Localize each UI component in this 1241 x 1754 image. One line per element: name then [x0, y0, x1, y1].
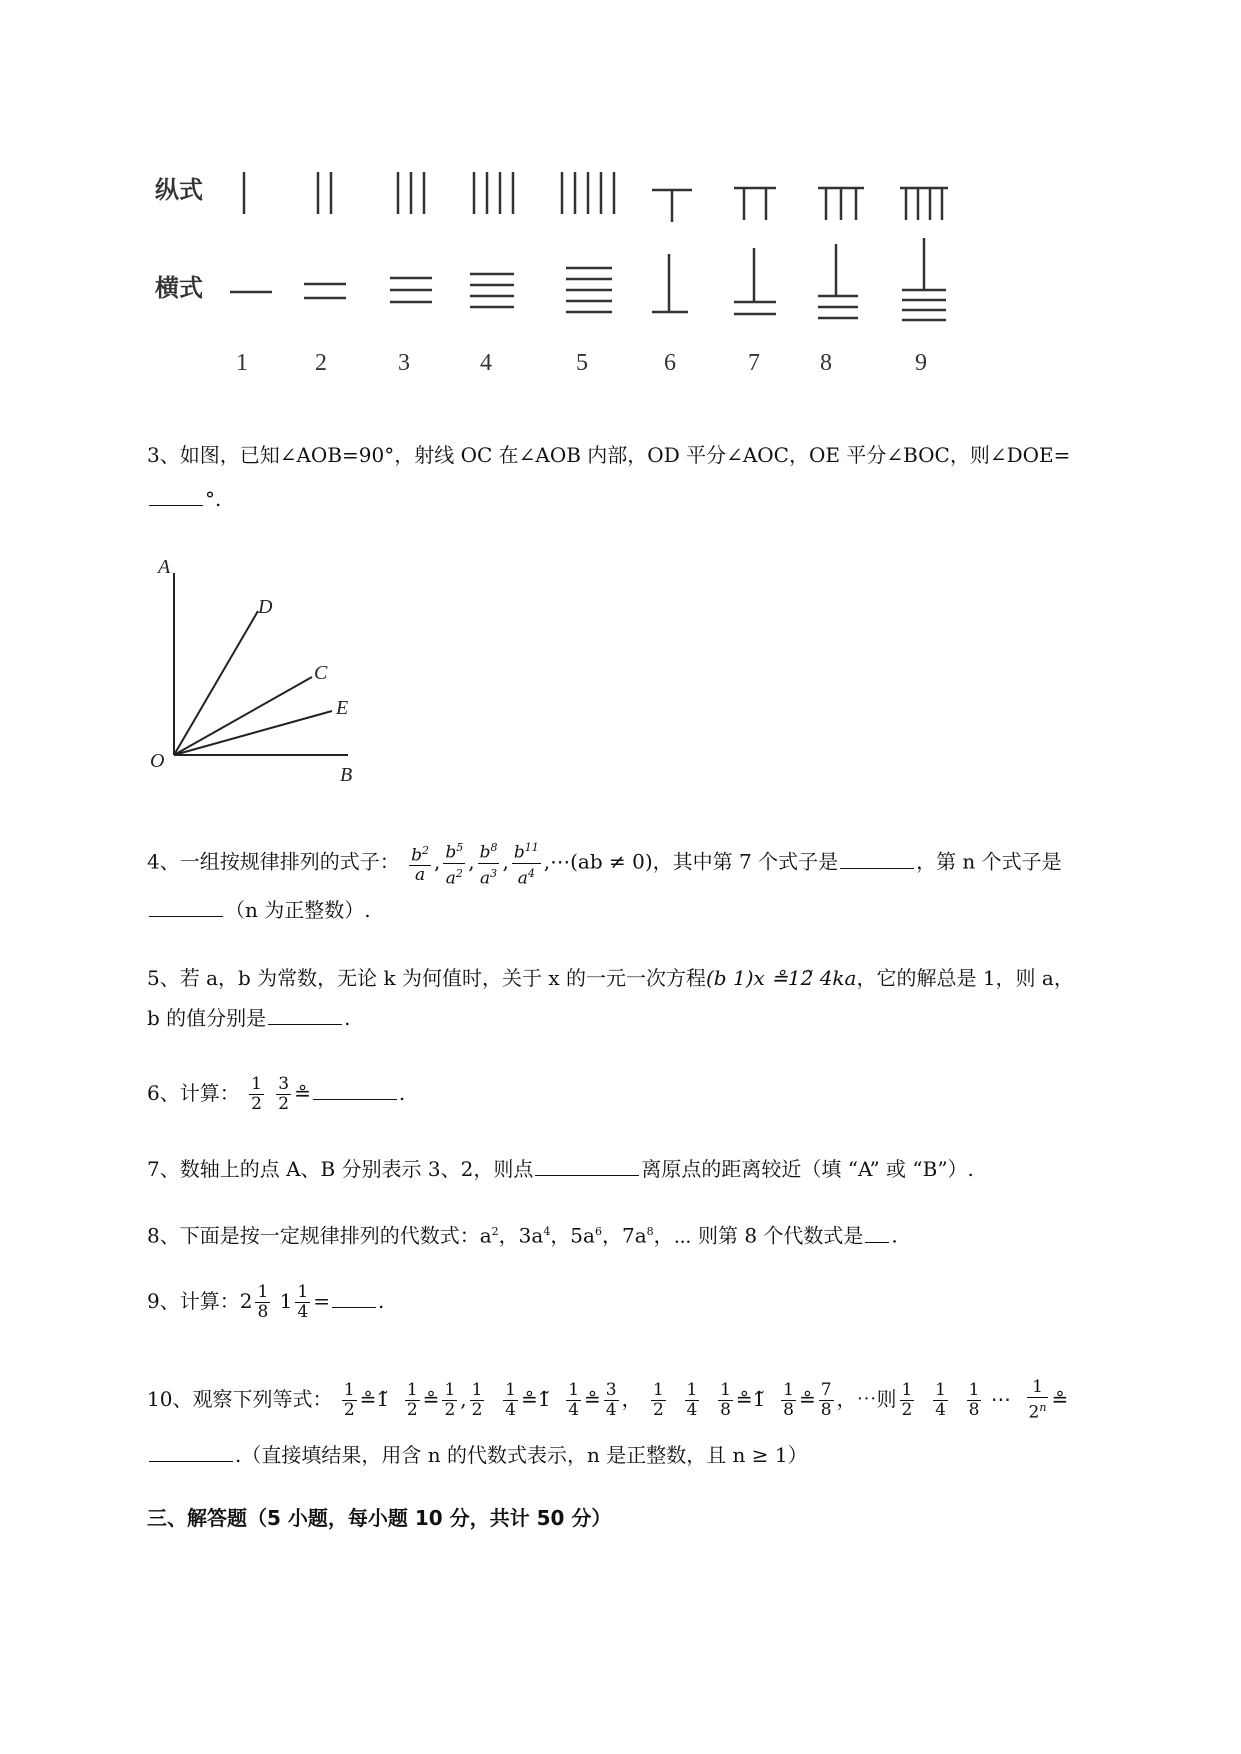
fraction: $\frac{1}{2}$: [471, 1379, 483, 1420]
fraction: $\frac{b^{11}}{a^4}$: [512, 838, 541, 888]
horizontal-form-label: 横式: [155, 274, 203, 302]
question-8: 8、下面是按一定规律排列的代数式：$a^2$，$3a^4$，$5a^6$，$7a^8$，⋯ 则第 8 个代数式是 .: [147, 1223, 898, 1248]
question-7: 7、数轴上的点 A、B 分别表示 3、2，则点 离原点的距离较近（填 “A” 或 “B”）.: [147, 1157, 974, 1181]
digit-label: 2: [315, 350, 327, 376]
fraction: $\frac{1}{8}$: [968, 1379, 980, 1420]
digit-label: 1: [236, 350, 248, 376]
fraction: $\frac{3}{2}$: [278, 1074, 290, 1114]
point-label-b: B: [340, 764, 353, 786]
ray-od: [174, 611, 258, 755]
digit-label: 7: [748, 350, 760, 376]
digit-label: 6: [664, 350, 676, 376]
answer-blank: [865, 1224, 889, 1243]
horizontal-rod-7: [734, 248, 776, 314]
fraction: $\frac{1}{8}$: [257, 1282, 269, 1322]
equation: (b 1)x ≗12̃ 4ka: [706, 966, 857, 990]
answer-blank: [840, 850, 914, 869]
point-label-a: A: [158, 556, 171, 578]
question-3-line-1: 3、如图，已知∠AOB=90°，射线 OC 在∠AOB 内部，OD 平分∠AOC，OE 平分∠BOC，则∠DOE=: [147, 443, 1071, 467]
vertical-rod-2: [318, 172, 331, 214]
vertical-form-label: 纵式: [155, 176, 203, 204]
fraction: $\frac{1}{2}$: [251, 1074, 262, 1114]
horizontal-rod-9: [902, 238, 946, 320]
fraction: $\frac{1}{4}$: [686, 1379, 698, 1420]
rod-numeral-chart: [0, 0, 1241, 400]
digit-label: 9: [915, 350, 927, 376]
fraction: $\frac{b^2}{a}$: [409, 841, 431, 886]
point-label-o: O: [150, 750, 165, 772]
question-5-line-2: b 的值分别是 .: [147, 1006, 351, 1030]
horizontal-rod-3: [390, 278, 432, 302]
answer-blank: [313, 1081, 397, 1100]
vertical-rod-4: [474, 172, 513, 214]
horizontal-rod-2: [304, 284, 346, 298]
horizontal-rod-6: [652, 254, 688, 312]
fraction: $\frac{1}{8}$: [720, 1379, 731, 1420]
section-3-heading: 三、解答题（5 小题，每小题 10 分，共计 50 分）: [147, 1506, 612, 1530]
vertical-rod-9: [900, 188, 948, 220]
horizontal-rod-4: [470, 274, 514, 307]
answer-blank: [149, 487, 203, 506]
horizontal-rod-8: [818, 244, 858, 318]
angle-figure: [140, 555, 380, 795]
answer-blank: [535, 1157, 639, 1176]
question-10-line-2: .（直接填结果，用含 n 的代数式表示，n 是正整数，且 n ≥ 1）: [147, 1440, 808, 1470]
fraction: $\frac{b^8}{a^3}$: [478, 838, 500, 888]
fraction: $\frac{1}{4}$: [297, 1282, 309, 1322]
fraction: $\frac{7}{8}$: [820, 1379, 832, 1420]
point-label-e: E: [336, 697, 349, 719]
fraction: $\frac{1}{8}$: [783, 1379, 794, 1420]
fraction: $\frac{1}{2}$: [406, 1379, 418, 1420]
horizontal-rod-5: [566, 268, 612, 312]
question-4-line-2: （n 为正整数）.: [147, 895, 371, 925]
fraction: $\frac{3}{4}$: [605, 1379, 617, 1420]
question-5-line-1: 5、若 a，b 为常数，无论 k 为何值时，关于 x 的一元一次方程(b 1)x ≗12̃ 4ka，它的解总是 1，则 a，: [147, 966, 1074, 990]
vertical-rod-3: [398, 172, 424, 214]
fraction: $\frac{b^5}{a^2}$: [443, 838, 465, 888]
ray-oc: [174, 677, 312, 755]
answer-blank: [332, 1289, 376, 1308]
rod-numeral-drawing: [0, 0, 1241, 400]
digit-label: 8: [820, 350, 832, 376]
fraction: $\frac{1}{2^n}$: [1028, 1377, 1047, 1423]
digit-label: 5: [576, 350, 588, 376]
fraction: $\frac{1}{2}$: [901, 1379, 913, 1420]
fraction: $\frac{1}{4}$: [505, 1379, 516, 1420]
point-label-d: D: [258, 596, 273, 618]
answer-blank: [268, 1006, 342, 1025]
answer-blank: [149, 1443, 233, 1462]
question-4-line-1: 4、一组按规律排列的式子： $\frac{b^2}{a}$ , $\frac{b^5}{a^2}$ , $\frac{b^8}{a^3}$ , $\frac{b^{11}}{a^4}$ ,⋯(ab ≠ 0)，其中第 7 个式子是 ，第 n 个式子是: [147, 838, 1062, 888]
point-label-c: C: [314, 662, 328, 684]
question-6: 6、计算： $\frac{1}{2}$ $\frac{3}{2}$ ≗ .: [147, 1074, 406, 1114]
question-9: 9、计算：2 $\frac{1}{8}$ 1 $\frac{1}{4}$ = .: [147, 1282, 385, 1322]
digit-label: 4: [480, 350, 492, 376]
vertical-rod-7: [734, 188, 776, 220]
vertical-rod-6: [652, 190, 692, 222]
fraction: $\frac{1}{4}$: [568, 1379, 580, 1420]
fraction: $\frac{1}{4}$: [935, 1379, 946, 1420]
ray-oe: [174, 711, 332, 755]
fraction: $\frac{1}{2}$: [652, 1379, 664, 1420]
fraction: $\frac{1}{2}$: [343, 1379, 355, 1420]
fraction: $\frac{1}{2}$: [444, 1379, 456, 1420]
question-3-line-2: °.: [147, 484, 221, 514]
vertical-rod-5: [562, 172, 614, 214]
question-10-line-1: 10、观察下列等式： $\frac{1}{2}$ ≗1̃ $\frac{1}{2}$ ≗ $\frac{1}{2}$ , $\frac{1}{2}$ $\frac{1}{4}$ ≗1̃ $\frac{1}{4}$ ≗ $\frac{3}{4}$ ， $\frac{1}{2}$ $\frac{1}{4}$ $\frac{1}{8}$ ≗1̃ $\frac{1}{8}$ ≗ $\frac{7}{8}$ ，⋯则 $\frac{1}{2}$ $\frac{1}{4}$ $\frac{1}{8}$ ⋯ $\frac{1}{2^n}$ ≗: [147, 1377, 1069, 1423]
answer-blank: [149, 898, 223, 917]
digit-label: 3: [398, 350, 410, 376]
vertical-rod-8: [818, 188, 864, 220]
